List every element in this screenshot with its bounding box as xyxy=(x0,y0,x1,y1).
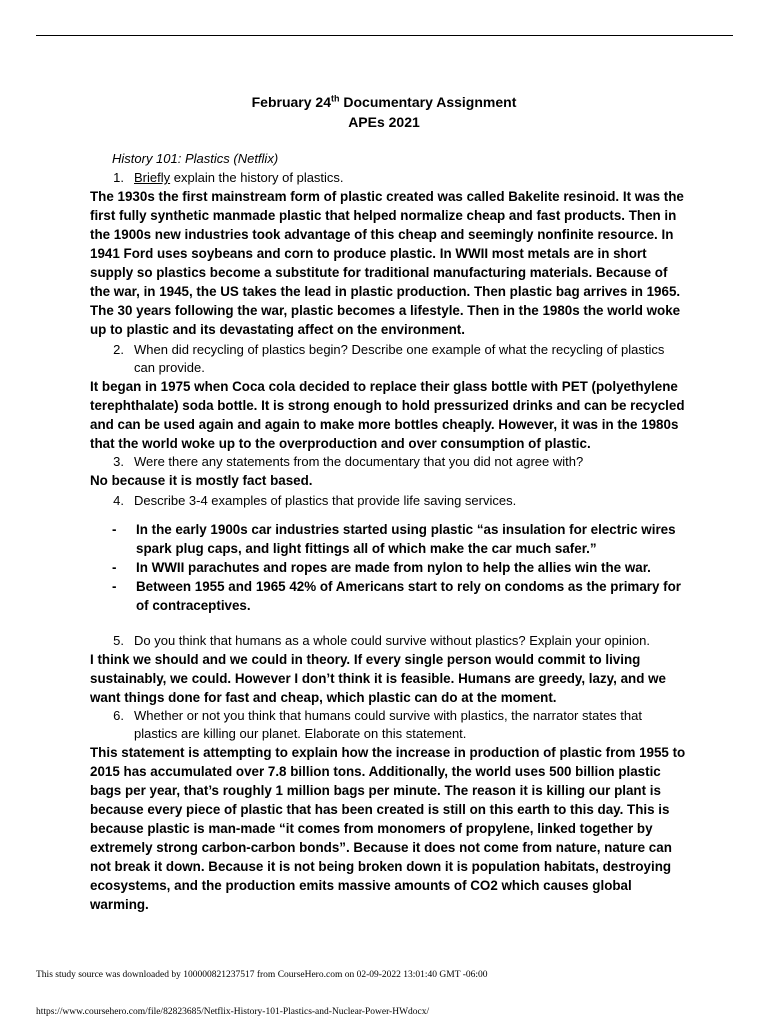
list-item xyxy=(90,577,688,615)
question-text: Whether or not you think that humans could survive with plastics, the narrator states that plastics are killing our planet. Elaborate on this statement. xyxy=(134,708,642,741)
question-1 xyxy=(90,169,688,187)
section-title: History 101: Plastics (Netflix) xyxy=(112,151,279,166)
question-5 xyxy=(90,632,688,650)
document-subtitle: APEs 2021 xyxy=(348,114,420,130)
question-number: 5. xyxy=(113,633,124,648)
list-item xyxy=(90,520,688,558)
answer-5: I think we should and we could in theory. If every single person would commit to living sustainably, we could. However I don’t think it is feasible. Humans are greedy, lazy, and we want things done for fast and cheap, which plastic can do at the moment. xyxy=(90,652,666,705)
question-text: Were there any statements from the documentary that you did not agree with? xyxy=(134,454,584,469)
title-superscript: th xyxy=(331,93,340,104)
question-text: When did recycling of plastics begin? Describe one example of what the recycling of plastics can provide. xyxy=(134,342,665,375)
question-number: 4. xyxy=(113,493,124,508)
bullet-dash: - xyxy=(112,579,117,594)
question-underlined: Briefly xyxy=(134,170,171,185)
download-source-note: This study source was downloaded by 100000821237517 from CourseHero.com on 02-09-2022 13:01:40 GMT -06:00 xyxy=(36,970,488,980)
bullet-text: In the early 1900s car industries started using plastic “as insulation for electric wires spark plug caps, and light fittings all of which make the car much safer.” xyxy=(136,522,676,556)
source-url: https://www.coursehero.com/file/82823685/Netflix-History-101-Plastics-and-Nuclear-Power-HWdocx/ xyxy=(36,1007,430,1017)
question-number: 1. xyxy=(113,170,124,185)
question-text: Do you think that humans as a whole could survive without plastics? Explain your opinion. xyxy=(134,633,650,648)
answer-1: The 1930s the first mainstream form of plastic created was called Bakelite resinoid. It was the first fully synthetic manmade plastic that helped normalize cheap and fast products. Then in the 1900s new industries took advantage of this cheap and seemingly nonfinite resource. In 1941 Ford uses soybeans and corn to produce plastic. In WWII most metals are in short supply so plastics become a substitute for traditional manufacturing materials. Because of the war, in 1945, the US takes the lead in plastic production. Then plastic bag arrives in 1965. The 30 years following the war, plastic becomes a lifestyle. Then in the 1980s the world woke up to plastic and its devastating affect on the environment. xyxy=(90,189,684,337)
top-rule xyxy=(36,35,733,36)
document-title xyxy=(0,92,768,112)
document-body xyxy=(90,150,688,914)
document-header xyxy=(0,92,768,132)
bullet-text: In WWII parachutes and ropes are made from nylon to help the allies win the war. xyxy=(136,560,651,575)
title-text: February 24 xyxy=(251,94,331,110)
question-6 xyxy=(90,707,688,743)
question-text: Describe 3-4 examples of plastics that provide life saving services. xyxy=(134,493,517,508)
question-number: 2. xyxy=(113,342,124,357)
question-text xyxy=(134,169,688,187)
answer-6: This statement is attempting to explain how the increase in production of plastic from 1955 to 2015 has accumulated over 7.8 billion tons. Additionally, the world uses 500 billion plastic bags per year, that’s roughly 1 million bags per minute. The reason it is killing our plant is because every piece of plastic that has been created is still on this earth to this day. This is because plastic is man-made “it comes from monomers of propylene, linked together by extremely strong carbon-carbon bonds”. Because it does not come from nature, nature can not break it down. Because it is not being broken down it is population habitats, destroying ecosystems, and the production emits massive amounts of CO2 which causes global warming. xyxy=(90,745,686,912)
question-4 xyxy=(90,492,688,510)
title-suffix: Documentary Assignment xyxy=(339,94,517,110)
question-rest: explain the history of plastics. xyxy=(170,170,344,185)
answer-3: No because it is mostly fact based. xyxy=(90,473,313,488)
question-number: 3. xyxy=(113,454,124,469)
answer-4-list xyxy=(90,520,688,615)
question-2 xyxy=(90,341,688,377)
question-number: 6. xyxy=(113,708,124,723)
bullet-text: Between 1955 and 1965 42% of Americans start to rely on condoms as the primary for of contraceptives. xyxy=(136,579,681,613)
bullet-dash: - xyxy=(112,560,117,575)
list-item xyxy=(90,558,688,577)
bullet-dash: - xyxy=(112,522,117,537)
question-3 xyxy=(90,453,688,471)
answer-2: It began in 1975 when Coca cola decided to replace their glass bottle with PET (polyethylene terephthalate) soda bottle. It is strong enough to hold pressurized drinks and can be recycled and can be used again and again to make more bottles cheaply. However, it was in the 1980s that the world woke up to the overproduction and over consumption of plastic. xyxy=(90,379,685,451)
